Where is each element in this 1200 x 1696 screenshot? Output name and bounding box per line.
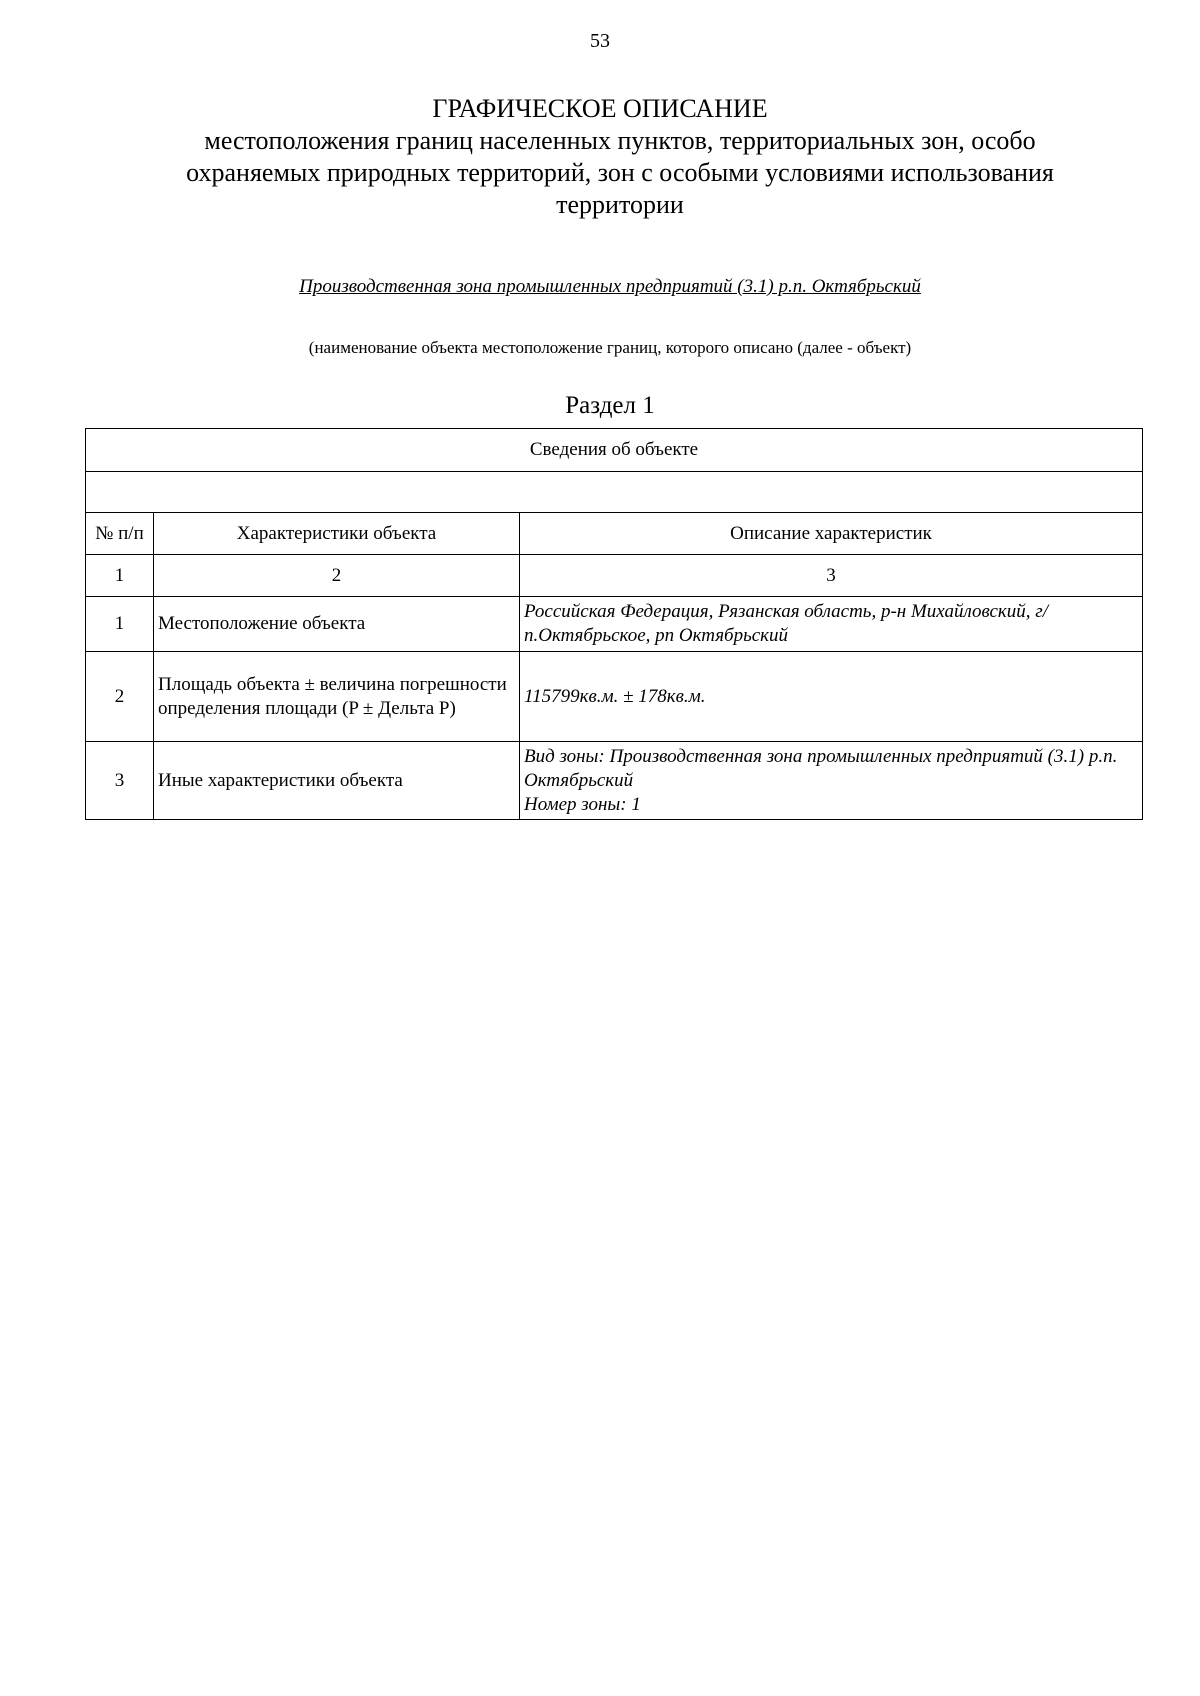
title-main: ГРАФИЧЕСКОЕ ОПИСАНИЕ xyxy=(432,94,768,123)
row-number: 2 xyxy=(86,652,154,742)
row-characteristic: Площадь объекта ± величина погрешности определения площади (P ± Дельта P) xyxy=(154,652,520,742)
document-title xyxy=(0,93,1200,221)
column-header-description: Описание характеристик xyxy=(520,513,1143,555)
table-row xyxy=(86,742,1143,820)
empty-cell xyxy=(86,472,1143,513)
column-header-characteristic: Характеристики объекта xyxy=(154,513,520,555)
table-header-row xyxy=(86,429,1143,472)
row-description: 115799кв.м. ± 178кв.м. xyxy=(520,652,1143,742)
page-number: 53 xyxy=(590,30,610,52)
column-numbers-row xyxy=(86,555,1143,597)
row-description: Российская Федерация, Рязанская область, р-н Михайловский, г/п.Октябрьское, рп Октябрьский xyxy=(520,597,1143,652)
object-name: Производственная зона промышленных предприятий (3.1) р.п. Октябрьский xyxy=(299,276,921,297)
object-info-table xyxy=(85,428,1143,820)
column-number: 2 xyxy=(154,555,520,597)
row-characteristic: Местоположение объекта xyxy=(154,597,520,652)
row-characteristic: Иные характеристики объекта xyxy=(154,742,520,820)
object-caption: (наименование объекта местоположение границ, которого описано (далее - объект) xyxy=(308,338,912,357)
column-header-num: № п/п xyxy=(86,513,154,555)
title-subtitle: местоположения границ населенных пунктов, территориальных зон, особо охраняемых природных территорий, зон с особыми условиями использования территории xyxy=(186,126,1054,219)
row-description: Вид зоны: Производственная зона промышленных предприятий (3.1) р.п. Октябрьский Номер зоны: 1 xyxy=(520,742,1143,820)
column-number: 3 xyxy=(520,555,1143,597)
table-header: Сведения об объекте xyxy=(86,429,1143,472)
table-empty-row xyxy=(86,472,1143,513)
row-number: 3 xyxy=(86,742,154,820)
column-headers-row xyxy=(86,513,1143,555)
table-row xyxy=(86,652,1143,742)
section-title: Раздел 1 xyxy=(565,392,655,419)
table-row xyxy=(86,597,1143,652)
row-number: 1 xyxy=(86,597,154,652)
column-number: 1 xyxy=(86,555,154,597)
